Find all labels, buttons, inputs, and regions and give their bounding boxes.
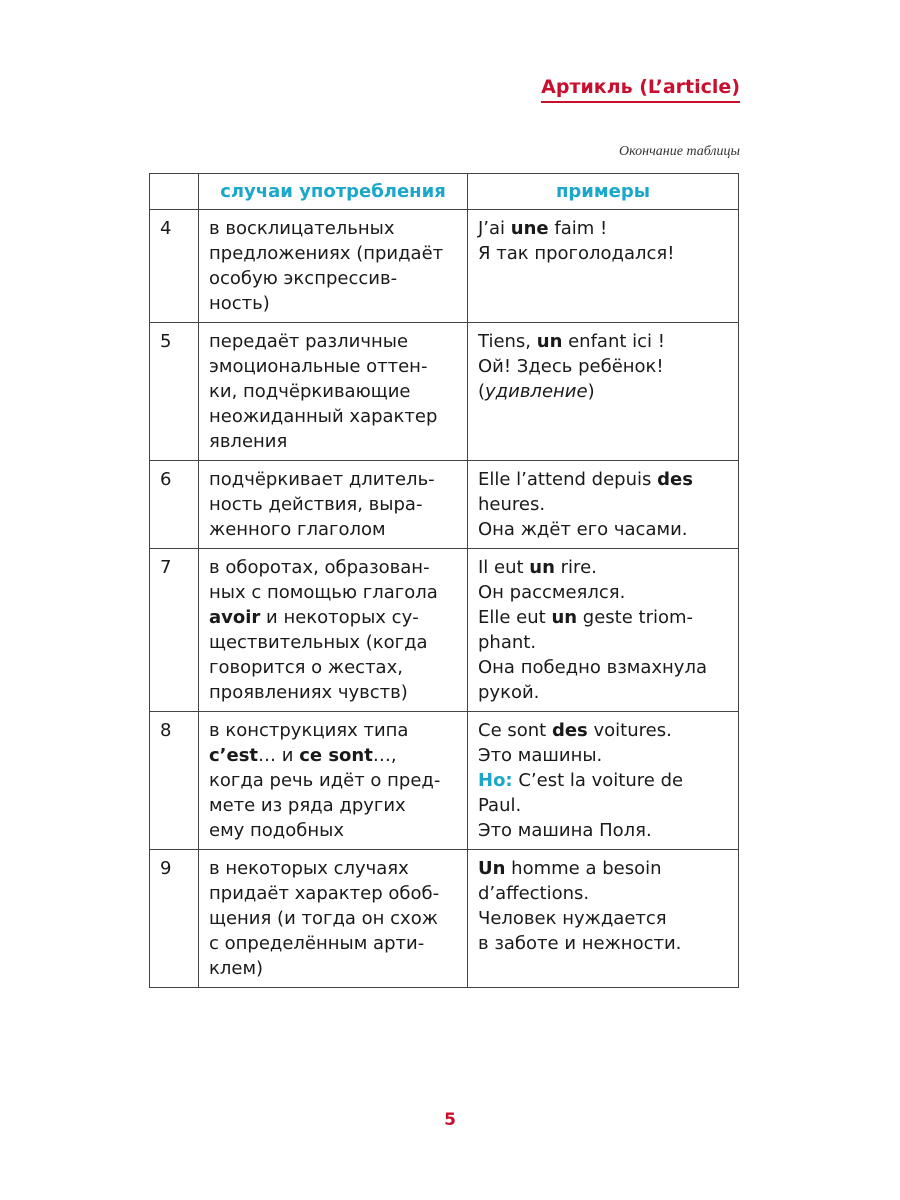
example-line — [478, 354, 728, 379]
example-line — [478, 241, 728, 266]
text-segment: Elle l’attend depuis — [478, 469, 658, 490]
text-segment: Она победно взмахнула — [478, 657, 707, 678]
text-segment: … и — [258, 745, 300, 766]
usage-line — [209, 793, 457, 818]
article-usage-table — [149, 173, 739, 988]
usage-line — [209, 768, 457, 793]
running-header — [541, 76, 740, 103]
text-segment: Это машины. — [478, 745, 603, 766]
example-line — [478, 881, 728, 906]
text-segment: Это машина Поля. — [478, 820, 652, 841]
text-segment: homme a besoin — [505, 858, 662, 879]
example-line — [478, 856, 728, 881]
example-line — [478, 555, 728, 580]
emphasized-text: un — [551, 607, 578, 628]
text-segment: рукой. — [478, 682, 540, 703]
usage-line — [209, 630, 457, 655]
text-segment: явления — [209, 431, 288, 452]
section-title: Артикль (L’article) — [541, 76, 740, 103]
text-segment: в оборотах, образован- — [209, 557, 430, 578]
emphasized-text: avoir — [209, 607, 261, 628]
example-line — [478, 655, 728, 680]
text-segment: heures. — [478, 494, 546, 515]
text-segment: Он рассмеялся. — [478, 582, 626, 603]
example-line — [478, 718, 728, 743]
column-header-usage: случаи употребления — [199, 174, 468, 210]
examples-cell — [468, 549, 739, 712]
text-segment: и некоторых су- — [260, 607, 419, 628]
table-row — [150, 712, 739, 850]
text-segment: ( — [478, 381, 486, 402]
usage-line — [209, 881, 457, 906]
usage-line — [209, 467, 457, 492]
text-segment: ки, подчёркивающие — [209, 381, 411, 402]
usage-line — [209, 818, 457, 843]
text-segment: ность действия, выра- — [209, 494, 423, 515]
text-segment: Ой! Здесь ребёнок! — [478, 356, 664, 377]
usage-cell — [199, 210, 468, 323]
table-continuation-note: Окончание таблицы — [619, 144, 740, 159]
text-segment: в заботе и нежности. — [478, 933, 682, 954]
usage-line — [209, 718, 457, 743]
text-segment: Elle eut — [478, 607, 552, 628]
text-segment: передаёт различные — [209, 331, 409, 352]
text-segment: faim ! — [548, 218, 608, 239]
usage-line — [209, 931, 457, 956]
row-number: 6 — [150, 461, 199, 549]
text-segment: ему подобных — [209, 820, 344, 841]
example-line — [478, 630, 728, 655]
column-header-examples: примеры — [468, 174, 739, 210]
text-segment: женного глаголом — [209, 519, 386, 540]
text-segment: rire. — [554, 557, 597, 578]
text-segment: щения (и тогда он схож — [209, 908, 438, 929]
example-line — [478, 467, 728, 492]
table-row — [150, 850, 739, 988]
usage-line — [209, 216, 457, 241]
usage-line — [209, 329, 457, 354]
usage-line — [209, 743, 457, 768]
table-header-row — [150, 174, 739, 210]
example-line — [478, 492, 728, 517]
emphasized-text: Но: — [478, 770, 513, 791]
usage-line — [209, 605, 457, 630]
usage-line — [209, 517, 457, 542]
examples-cell — [468, 712, 739, 850]
table-row — [150, 461, 739, 549]
text-segment: особую экспрессив- — [209, 268, 398, 289]
examples-cell — [468, 461, 739, 549]
text-segment: неожиданный характер — [209, 406, 438, 427]
usage-line — [209, 580, 457, 605]
text-segment: ных с помощью глагола — [209, 582, 438, 603]
emphasized-text: une — [510, 218, 549, 239]
column-header-number — [150, 174, 199, 210]
usage-line — [209, 354, 457, 379]
usage-cell — [199, 323, 468, 461]
text-segment: Она ждёт его часами. — [478, 519, 688, 540]
row-number: 7 — [150, 549, 199, 712]
text-segment: enfant ici ! — [562, 331, 665, 352]
usage-line — [209, 241, 457, 266]
example-line — [478, 580, 728, 605]
text-segment: в восклицательных — [209, 218, 395, 239]
usage-line — [209, 291, 457, 316]
text-segment: в некоторых случаях — [209, 858, 409, 879]
usage-line — [209, 492, 457, 517]
text-segment: voitures. — [587, 720, 672, 741]
emphasized-text: c’est — [209, 745, 259, 766]
text-segment: с определённым арти- — [209, 933, 425, 954]
text-segment: клем) — [209, 958, 264, 979]
usage-cell — [199, 549, 468, 712]
example-line — [478, 793, 728, 818]
text-segment: говорится о жестах, — [209, 657, 403, 678]
usage-line — [209, 555, 457, 580]
table-body — [150, 210, 739, 988]
text-segment: когда речь идёт о пред- — [209, 770, 441, 791]
usage-line — [209, 404, 457, 429]
usage-line — [209, 379, 457, 404]
text-segment: Человек нуждается — [478, 908, 667, 929]
text-segment: ществительных (когда — [209, 632, 428, 653]
text-segment: предложениях (придаёт — [209, 243, 444, 264]
usage-line — [209, 266, 457, 291]
usage-cell — [199, 461, 468, 549]
emphasized-text: un — [536, 331, 563, 352]
example-line — [478, 379, 728, 404]
example-line — [478, 743, 728, 768]
emphasized-text: ce sont — [299, 745, 373, 766]
row-number: 4 — [150, 210, 199, 323]
text-segment: подчёркивает длитель- — [209, 469, 435, 490]
text-segment: проявлениях чувств) — [209, 682, 408, 703]
text-segment: Я так проголодался! — [478, 243, 675, 264]
page-number: 5 — [444, 1110, 456, 1130]
examples-cell — [468, 210, 739, 323]
example-line — [478, 906, 728, 931]
example-line — [478, 517, 728, 542]
usage-line — [209, 956, 457, 981]
table-row — [150, 210, 739, 323]
text-segment: Il eut — [478, 557, 530, 578]
text-segment: d’affections. — [478, 883, 590, 904]
text-segment: Ce sont — [478, 720, 552, 741]
text-segment: …, — [372, 745, 397, 766]
text-segment: эмоциональные оттен- — [209, 356, 428, 377]
usage-cell — [199, 850, 468, 988]
usage-line — [209, 906, 457, 931]
usage-line — [209, 429, 457, 454]
text-segment: Tiens, — [478, 331, 537, 352]
emphasized-text: удивление — [485, 381, 588, 402]
emphasized-text: des — [551, 720, 588, 741]
text-segment: C’est la voiture de — [512, 770, 684, 791]
emphasized-text: un — [529, 557, 555, 578]
example-line — [478, 931, 728, 956]
example-line — [478, 680, 728, 705]
text-segment: в конструкциях типа — [209, 720, 409, 741]
row-number: 5 — [150, 323, 199, 461]
usage-line — [209, 655, 457, 680]
usage-line — [209, 680, 457, 705]
text-segment: ) — [587, 381, 595, 402]
examples-cell — [468, 850, 739, 988]
example-line — [478, 329, 728, 354]
row-number: 8 — [150, 712, 199, 850]
usage-cell — [199, 712, 468, 850]
text-segment: придаёт характер обоб- — [209, 883, 440, 904]
text-segment: Paul. — [478, 795, 522, 816]
row-number: 9 — [150, 850, 199, 988]
text-segment: geste triom- — [577, 607, 694, 628]
example-line — [478, 605, 728, 630]
table-row — [150, 323, 739, 461]
text-segment: phant. — [478, 632, 537, 653]
example-line — [478, 216, 728, 241]
example-line — [478, 768, 728, 793]
table-row — [150, 549, 739, 712]
emphasized-text: Un — [478, 858, 506, 879]
emphasized-text: des — [657, 469, 693, 490]
usage-line — [209, 856, 457, 881]
example-line — [478, 818, 728, 843]
examples-cell — [468, 323, 739, 461]
text-segment: J’ai — [478, 218, 511, 239]
text-segment: ность) — [209, 293, 270, 314]
text-segment: мете из ряда других — [209, 795, 406, 816]
